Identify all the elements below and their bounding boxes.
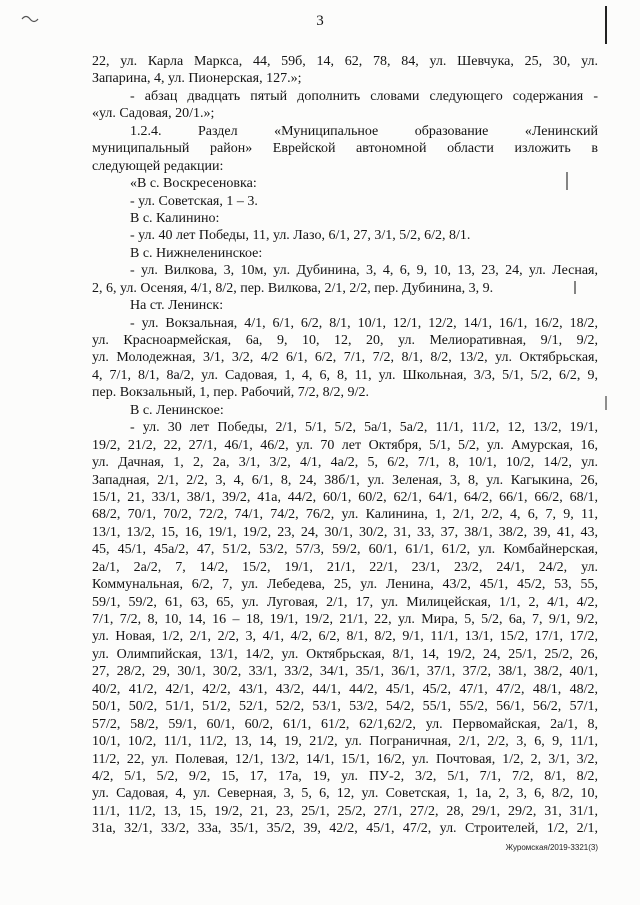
address-line: ул. Садовая, 4, ул. Северная, 3, 5, 6, 12, ул. Советская, 1, 1а, 2, 3, 6, 8/2, 10, (92, 786, 598, 802)
address-line: - ул. 30 лет Победы, 2/1, 5/1, 5/2, 5а/1, 5а/2, 11/1, 11/2, 12, 13/2, 19/1, (130, 420, 598, 436)
section-heading-line: 1.2.4. Раздел «Муниципальное образование «Ленинский (130, 123, 598, 139)
address-line: 50/1, 50/2, 51/1, 51/2, 52/1, 52/2, 53/1, 53/2, 54/2, 55/1, 55/2, 56/1, 56/2, 57/1, (92, 699, 598, 715)
address-line: 68/2, 70/1, 70/2, 72/2, 74/1, 74/2, 76/2, ул. Калинина, 1, 2/1, 2/2, 4, 6, 7, 9, 11, (92, 507, 598, 523)
address-line: - ул. Вокзальная, 4/1, 6/1, 6/2, 8/1, 10/1, 12/1, 12/2, 14/1, 16/1, 16/2, 18/2, (130, 315, 598, 331)
address-line: 11/1, 11/2, 13, 15, 19/2, 21, 23, 25/1, 25/2, 27/1, 27/2, 28, 29/1, 29/2, 31, 31/1, (92, 803, 598, 819)
address-line: 31а, 32/1, 33/2, 33а, 35/1, 35/2, 39, 42/2, 45/1, 47/2, ул. Строителей, 1/2, 2/1, (92, 821, 598, 837)
address-line: - ул. Вилкова, 3, 10м, ул. Дубинина, 3, 4, 6, 9, 10, 13, 23, 24, ул. Лесная, (130, 263, 598, 279)
address-line: 4/2, 5/1, 5/2, 9/2, 15, 17, 17а, 19, ул. ПУ-2, 3/2, 5/1, 7/1, 7/2, 8/1, 8/2, (92, 768, 598, 784)
address-line: 27, 28/2, 29, 30/1, 30/2, 33/1, 33/2, 34/1, 35/1, 36/1, 37/1, 37/2, 38/1, 38/2, 40/1, (92, 664, 598, 680)
address-line: 15/1, 21, 33/1, 38/1, 39/2, 41а, 44/2, 60/1, 60/2, 62/1, 64/1, 64/2, 66/1, 66/2, 68/1, (92, 489, 598, 505)
page-number: 3 (316, 13, 324, 29)
address-line: 2, 6, ул. Осеняя, 4/1, 8/2, пер. Вилкова, 2/1, 2/2, пер. Дубинина, 3, 9. (92, 280, 494, 296)
locality-heading: В с. Нижнеленинское: (130, 245, 263, 261)
address-line: - ул. Советская, 1 – 3. (130, 193, 258, 209)
address-line: 40/2, 41/2, 42/1, 42/2, 43/1, 43/2, 44/1, 44/2, 45/1, 45/2, 47/1, 47/2, 48/1, 48/2, (92, 681, 598, 697)
text-line: 22, ул. Карла Маркса, 44, 59б, 14, 62, 78, 84, ул. Шевчука, 25, 30, ул. (92, 54, 598, 69)
address-line: Западная, 2/1, 2/2, 3, 4, 6/1, 8, 24, 38б/1, ул. Зеленая, 3, 8, ул. Кагыкина, 26, (92, 472, 598, 488)
address-line: 11/2, 22, ул. Полевая, 12/1, 13/2, 14/1, 15/1, 16/2, ул. Почтовая, 1/2, 2, 3/1, 3/2, (92, 751, 598, 767)
locality-heading: В с. Калинино: (130, 210, 220, 226)
address-line: 2а/1, 2а/2, 7, 14/2, 15/2, 19/1, 21/1, 22/1, 23/1, 23/2, 24/1, 24/2, ул. (92, 559, 598, 575)
address-line: ул. Олимпийская, 13/1, 14/2, ул. Октябрьская, 8/1, 14, 19/2, 24, 25/1, 25/2, 26, (92, 646, 598, 662)
address-line: 57/2, 58/2, 59/1, 60/1, 60/2, 61/1, 61/2, 62/1,62/2, ул. Первомайская, 2а/1, 8, (92, 716, 598, 732)
address-line: 7/1, 7/2, 8, 10, 14, 16 – 18, 19/1, 19/2, 21/1, 22, ул. Мира, 5, 5/2, 6а, 7, 9/1, 9/2, (92, 612, 598, 627)
locality-heading: В с. Ленинское: (130, 402, 224, 418)
text-line: Запарина, 4, ул. Пионерская, 127.»; (92, 71, 302, 87)
address-line: 19/2, 21/2, 22, 27/1, 46/1, 46/2, ул. 70 лет Октября, 5/1, 5/2, ул. Амурская, 16, (92, 437, 598, 453)
address-line: Коммунальная, 6/2, 7, ул. Лебедева, 25, ул. Ленина, 43/2, 45/1, 45/2, 53, 55, (92, 577, 598, 593)
address-line: ул. Дачная, 1, 2, 2а, 3/1, 3/2, 4/1, 4а/2, 5, 6/2, 7/1, 8, 10/1, 10/2, 14/2, ул. (92, 455, 598, 471)
document-body (92, 53, 598, 838)
address-line: ул. Молодежная, 3/1, 3/2, 4/2 6/1, 6/2, 7/1, 7/2, 8/1, 8/2, 13/2, ул. Октябрьская, (92, 350, 598, 366)
address-line: ул. Новая, 1/2, 2/1, 2/2, 3, 4/1, 4/2, 6/2, 8/1, 8/2, 9/1, 11/1, 13/1, 15/2, 17/1, 17/2, (92, 629, 598, 645)
address-line: 59/1, 59/2, 61, 63, 65, ул. Луговая, 2/1, 17, ул. Милицейская, 1/1, 2, 4/1, 4/2, (92, 594, 598, 610)
locality-heading: На ст. Ленинск: (130, 298, 224, 314)
address-line: - ул. 40 лет Победы, 11, ул. Лазо, 6/1, 27, 3/1, 5/2, 6/2, 8/1. (130, 228, 471, 244)
text-line: - абзац двадцать пятый дополнить словами следующего содержания - (130, 88, 598, 104)
text-line: «ул. Садовая, 20/1.»; (92, 106, 215, 122)
text-line: следующей редакции: (92, 158, 224, 174)
text-line: муниципальный район» Еврейской автономной области изложить в (92, 141, 598, 157)
address-line: 10/1, 10/2, 11/1, 11/2, 13, 14, 19, 21/2, ул. Пограничная, 2/1, 2/2, 3, 6, 9, 11/1, (92, 734, 598, 750)
address-line: 45, 45/1, 45а/2, 47, 51/2, 53/2, 57/3, 59/2, 60/1, 61/1, 61/2, ул. Комбайнерская, (92, 542, 598, 558)
footer-code: Журомская/2019-3321(3) (505, 843, 598, 852)
locality-heading: «В с. Воскресеновка: (130, 176, 257, 192)
address-line: 4, 7/1, 8/1, 8а/2, ул. Садовая, 1, 4, 6, 8, 11, ул. Школьная, 3/3, 5/1, 5/2, 6/2, 9, (92, 367, 598, 383)
address-line: пер. Вокзальный, 1, пер. Рабочий, 7/2, 8/2, 9/2. (92, 385, 369, 401)
address-line: ул. Красноармейская, 6а, 9, 10, 12, 20, ул. Мелиоративная, 9/1, 9/2, (92, 333, 598, 348)
address-line: 13/1, 13/2, 15, 16, 19/1, 19/2, 23, 24, 30/1, 30/2, 31, 33, 37, 38/1, 38/2, 39, 41, 43, (92, 524, 598, 540)
